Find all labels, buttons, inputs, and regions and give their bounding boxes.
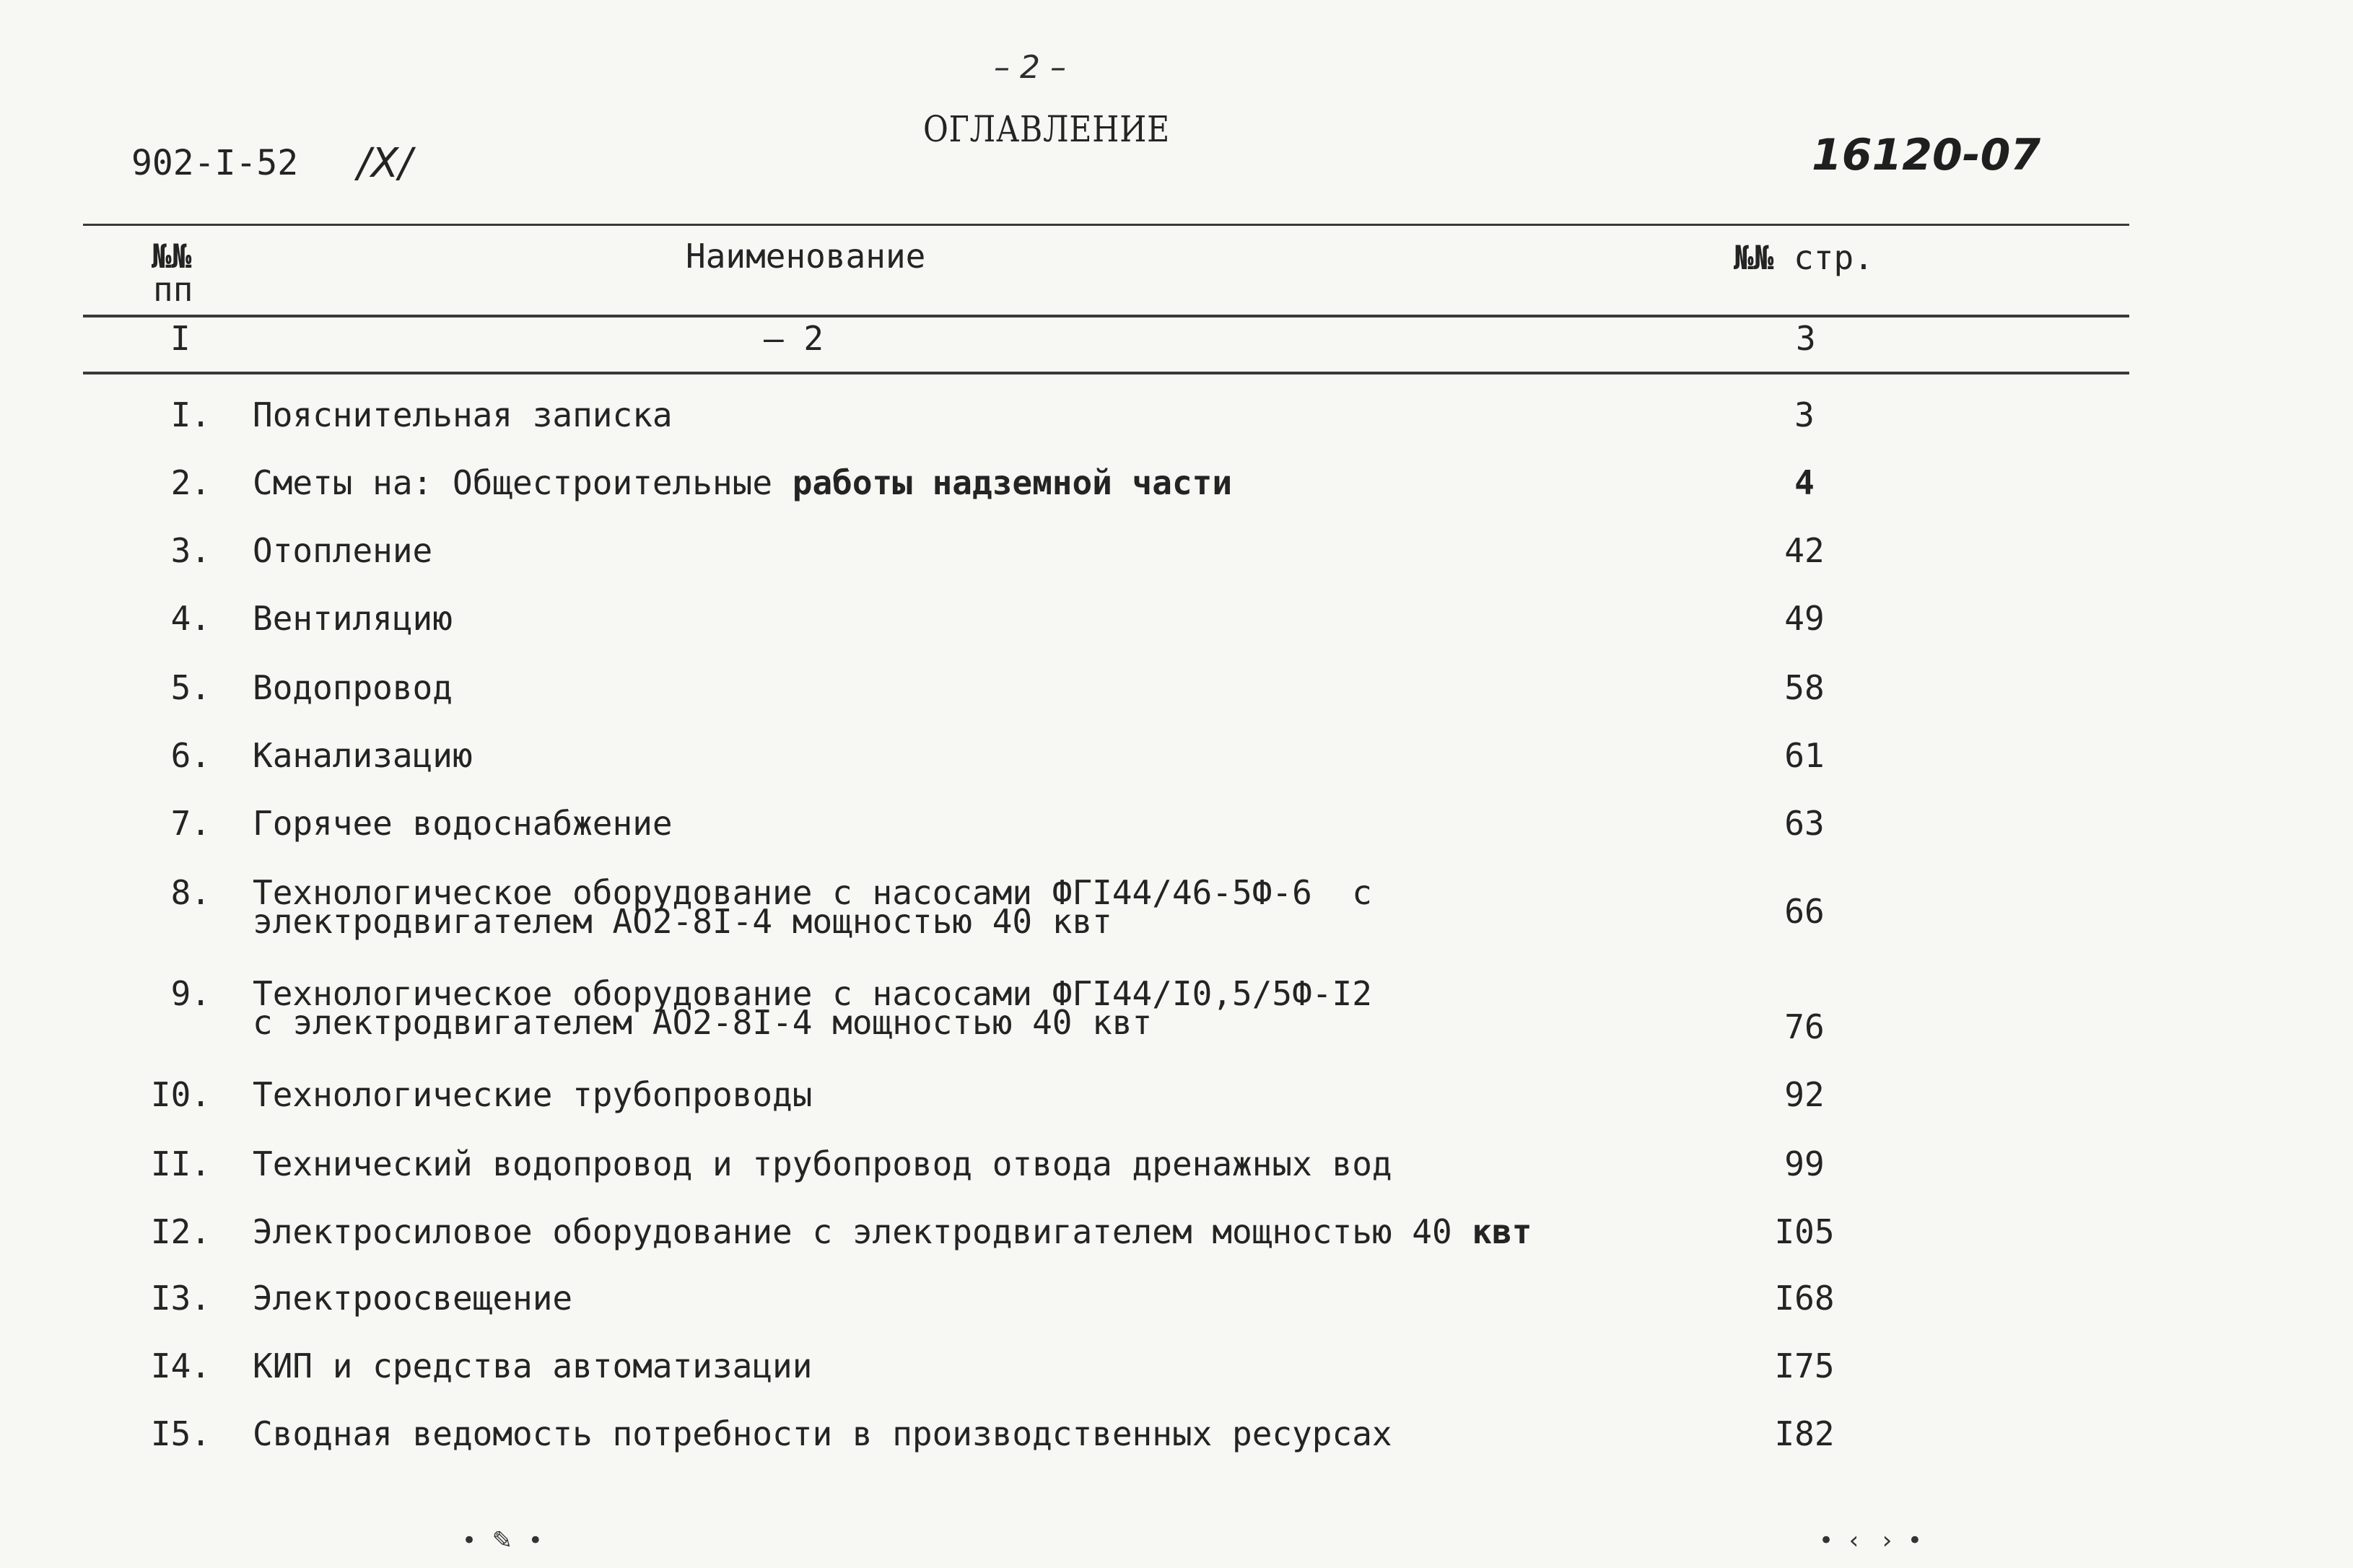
row-page: I75 — [1774, 1346, 1835, 1385]
row-number: 2. — [170, 463, 211, 502]
row-number: I3. — [150, 1279, 211, 1318]
row-number: 4. — [170, 599, 211, 638]
row-title: Горячее водоснабжение — [253, 804, 673, 843]
footer-scan-mark-left: • ✎ • — [462, 1526, 543, 1555]
row-page: I82 — [1774, 1414, 1835, 1453]
row-title: Канализацию — [253, 736, 473, 775]
column-header-name: Наименование — [686, 237, 926, 276]
document-code: 902-I-52 — [131, 143, 299, 183]
row-number: II. — [150, 1144, 211, 1183]
row-title: Технический водопровод и трубопровод отвода дренажных вод — [253, 1144, 1392, 1183]
row-page: 4 — [1794, 463, 1815, 502]
row-title-line-1: Технологическое оборудование с насосами ФГI44/46-5Ф-6 с — [253, 873, 1372, 912]
row-page: 76 — [1784, 1007, 1825, 1046]
row-number: I0. — [150, 1075, 211, 1114]
row-title-line-2: с электродвигателем АО2-8I-4 мощностью 40 квт — [253, 1003, 1153, 1042]
row-page: 49 — [1784, 599, 1825, 638]
column-header-page-symbol: №№ — [1734, 238, 1774, 277]
column-numbers-bottom-rule — [83, 372, 2129, 375]
table-top-rule — [83, 224, 2129, 226]
row-page: 61 — [1784, 736, 1825, 775]
row-page: 58 — [1784, 668, 1825, 707]
row-page: I68 — [1774, 1279, 1835, 1318]
row-number: 5. — [170, 668, 211, 707]
row-title — [253, 974, 1660, 1042]
row-title: Сметы на: Общестроительные работы надземной части — [253, 463, 1233, 502]
row-page: 42 — [1784, 531, 1825, 570]
row-page: 66 — [1784, 892, 1825, 931]
row-title: Отопление — [253, 531, 433, 570]
row-number: I2. — [150, 1212, 211, 1251]
row-page: 3 — [1794, 395, 1815, 434]
row-title: КИП и средства автоматизации — [253, 1346, 813, 1385]
row-number: 9. — [170, 974, 211, 1013]
header-bottom-rule — [83, 315, 2129, 317]
document-code-mark: /X/ — [357, 140, 413, 187]
row-title-bold-part: квт — [1472, 1212, 1532, 1251]
row-number: I. — [170, 395, 211, 434]
handwritten-reference-number: 16120-07 — [1812, 130, 2041, 180]
row-title: Электроосвещение — [253, 1279, 573, 1318]
page-number: – 2 – — [994, 49, 1066, 86]
row-title: Вентиляцию — [253, 599, 453, 638]
row-title: Водопровод — [253, 668, 453, 707]
row-title-line-1: Технологическое оборудование с насосами ФГI44/I0,5/5Ф-I2 — [253, 974, 1372, 1013]
column-number-3: 3 — [1796, 319, 1816, 358]
document-title: ОГЛАВЛЕНИЕ — [922, 108, 1170, 150]
row-title: Сводная ведомость потребности в производственных ресурсах — [253, 1414, 1392, 1453]
row-number: 8. — [170, 873, 211, 912]
row-number: I4. — [150, 1346, 211, 1385]
row-page: I05 — [1774, 1212, 1835, 1251]
column-number-2: – 2 — [764, 319, 824, 358]
row-page: 92 — [1784, 1075, 1825, 1114]
row-title: Технологические трубопроводы — [253, 1075, 813, 1114]
row-number: 3. — [170, 531, 211, 570]
row-title — [253, 873, 1660, 941]
row-number: I5. — [150, 1414, 211, 1453]
column-header-page-label: стр. — [1794, 238, 1874, 277]
column-number-1: I — [170, 319, 191, 358]
column-header-page — [1734, 238, 1874, 277]
row-title: Пояснительная записка — [253, 395, 673, 434]
row-title-bold-part: работы надземной части — [792, 463, 1233, 502]
row-title-line-2: электродвигателем АО2-8I-4 мощностью 40 квт — [253, 902, 1112, 941]
column-header-number-sub: пп — [153, 270, 193, 309]
row-number: 6. — [170, 736, 211, 775]
row-number: 7. — [170, 804, 211, 843]
column-header-number-symbol: №№ — [152, 237, 192, 276]
footer-scan-mark-right: • ‹ › • — [1819, 1526, 1922, 1555]
row-page: 63 — [1784, 804, 1825, 843]
row-page: 99 — [1784, 1144, 1825, 1183]
row-title: Электросиловое оборудование с электродвигателем мощностью 40 квт — [253, 1212, 1532, 1251]
